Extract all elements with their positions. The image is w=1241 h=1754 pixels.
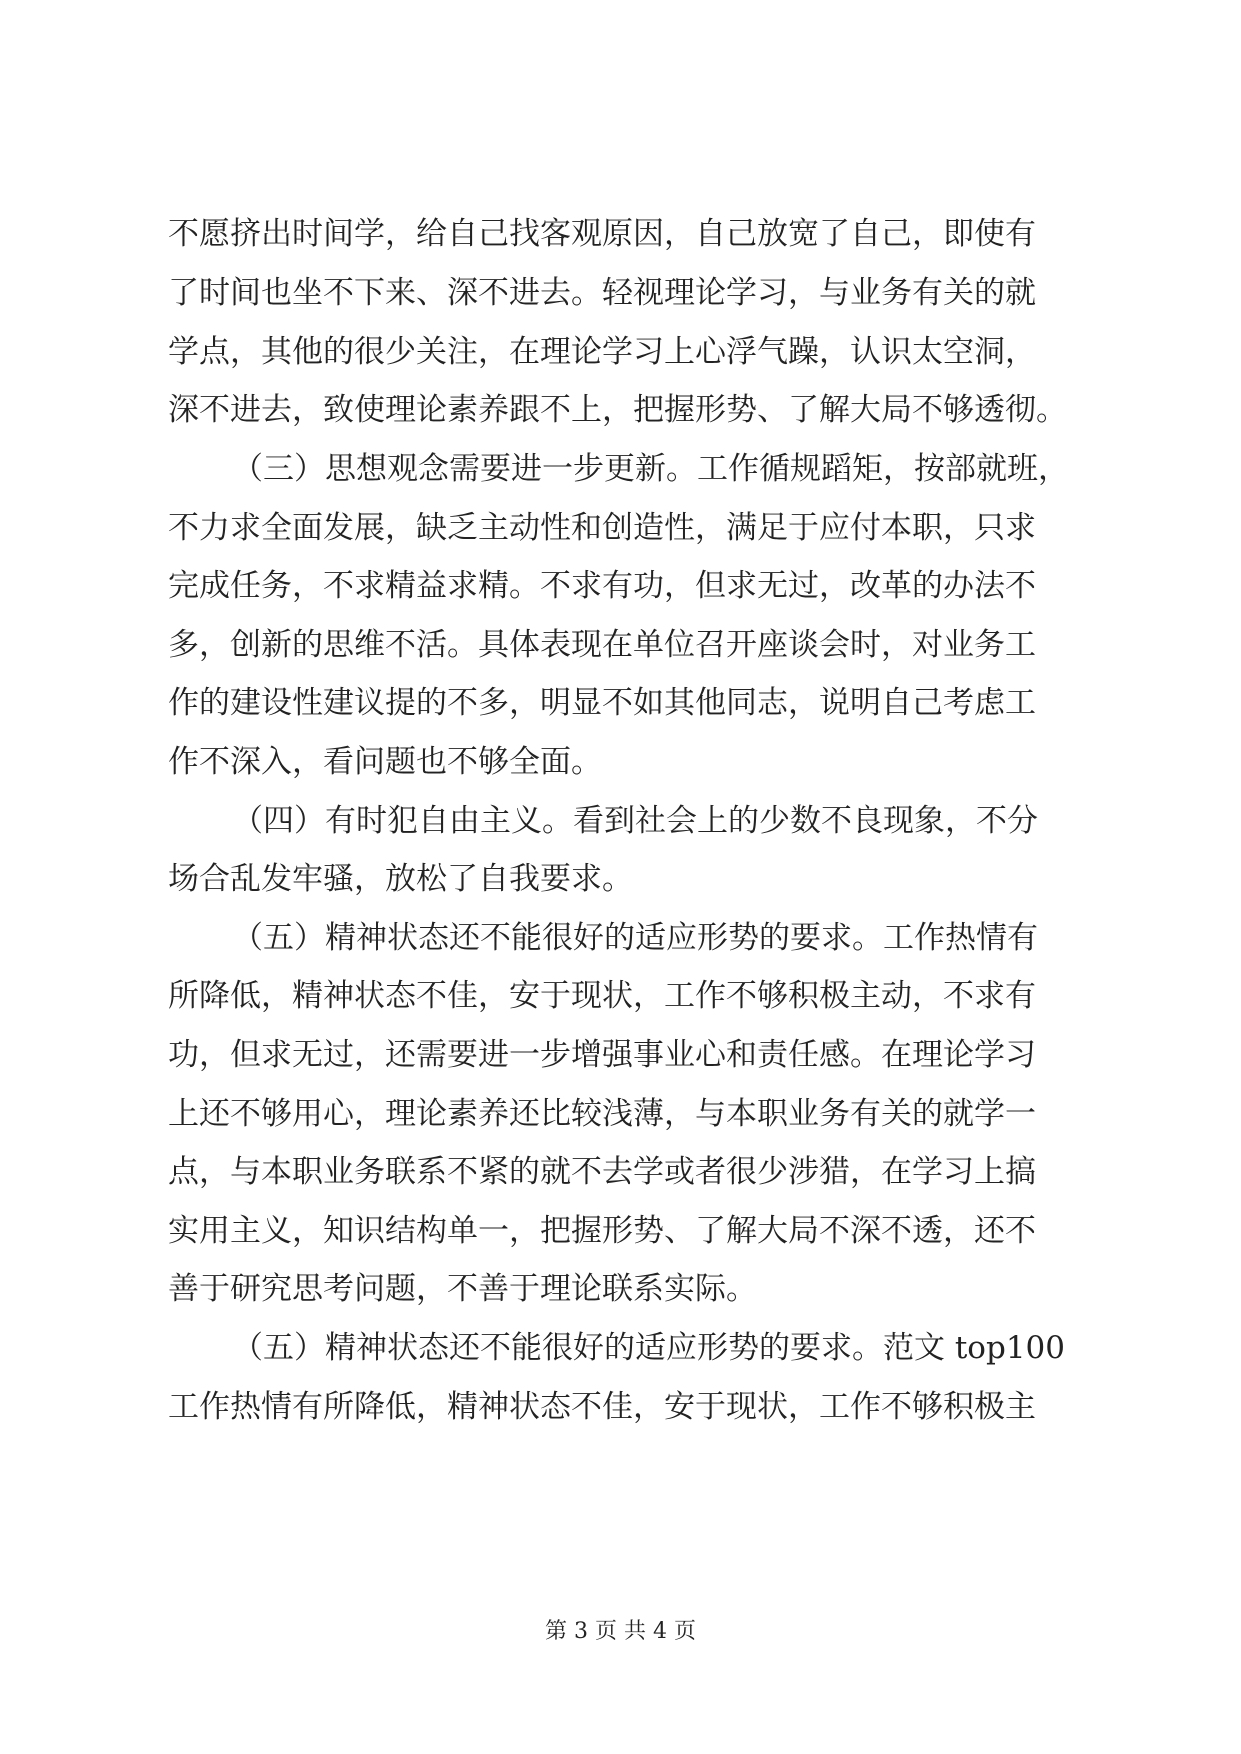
text-line: 不力求全面发展，缺乏主动性和创造性，满足于应付本职，只求	[168, 510, 1036, 546]
text-line: 上还不够用心，理论素养还比较浅薄，与本职业务有关的就学一	[168, 1096, 1036, 1132]
text-line: 工作热情有所降低，精神状态不佳，安于现状，工作不够积极主	[168, 1389, 1036, 1425]
text-line: 不愿挤出时间学，给自己找客观原因，自己放宽了自己，即使有	[168, 216, 1036, 252]
text-line: 完成任务，不求精益求精。不求有功，但求无过，改革的办法不	[168, 568, 1036, 604]
text-line: 了时间也坐不下来、深不进去。轻视理论学习，与业务有关的就	[168, 275, 1036, 311]
text-line: 多，创新的思维不活。具体表现在单位召开座谈会时，对业务工	[168, 627, 1036, 663]
paragraph-heading-line: （三）思想观念需要进一步更新。工作循规蹈矩，按部就班，	[232, 451, 1069, 487]
text-line: 实用主义，知识结构单一，把握形势、了解大局不深不透，还不	[168, 1213, 1036, 1249]
text-line: 点，与本职业务联系不紧的就不去学或者很少涉猎，在学习上搞	[168, 1154, 1036, 1190]
text-line: 作的建设性建议提的不多，明显不如其他同志，说明自己考虑工	[168, 685, 1036, 721]
page-number-footer: 第 3 页 共 4 页	[545, 1619, 696, 1644]
text-line: 学点，其他的很少关注，在理论学习上心浮气躁，认识太空洞，	[168, 334, 1036, 370]
paragraph-heading-line: （五）精神状态还不能很好的适应形势的要求。范文 top100	[232, 1330, 1065, 1366]
text-line: 深不进去，致使理论素养跟不上，把握形势、了解大局不够透彻。	[168, 392, 1067, 428]
text-line: 功，但求无过，还需要进一步增强事业心和责任感。在理论学习	[168, 1037, 1036, 1073]
text-line: 所降低，精神状态不佳，安于现状，工作不够积极主动，不求有	[168, 978, 1036, 1014]
text-line: 善于研究思考问题，不善于理论联系实际。	[168, 1271, 757, 1307]
text-line: 场合乱发牢骚，放松了自我要求。	[168, 861, 633, 897]
text-line: 作不深入，看问题也不够全面。	[168, 744, 602, 780]
paragraph-heading-line: （五）精神状态还不能很好的适应形势的要求。工作热情有	[232, 920, 1038, 956]
paragraph-heading-line: （四）有时犯自由主义。看到社会上的少数不良现象，不分	[232, 803, 1038, 839]
